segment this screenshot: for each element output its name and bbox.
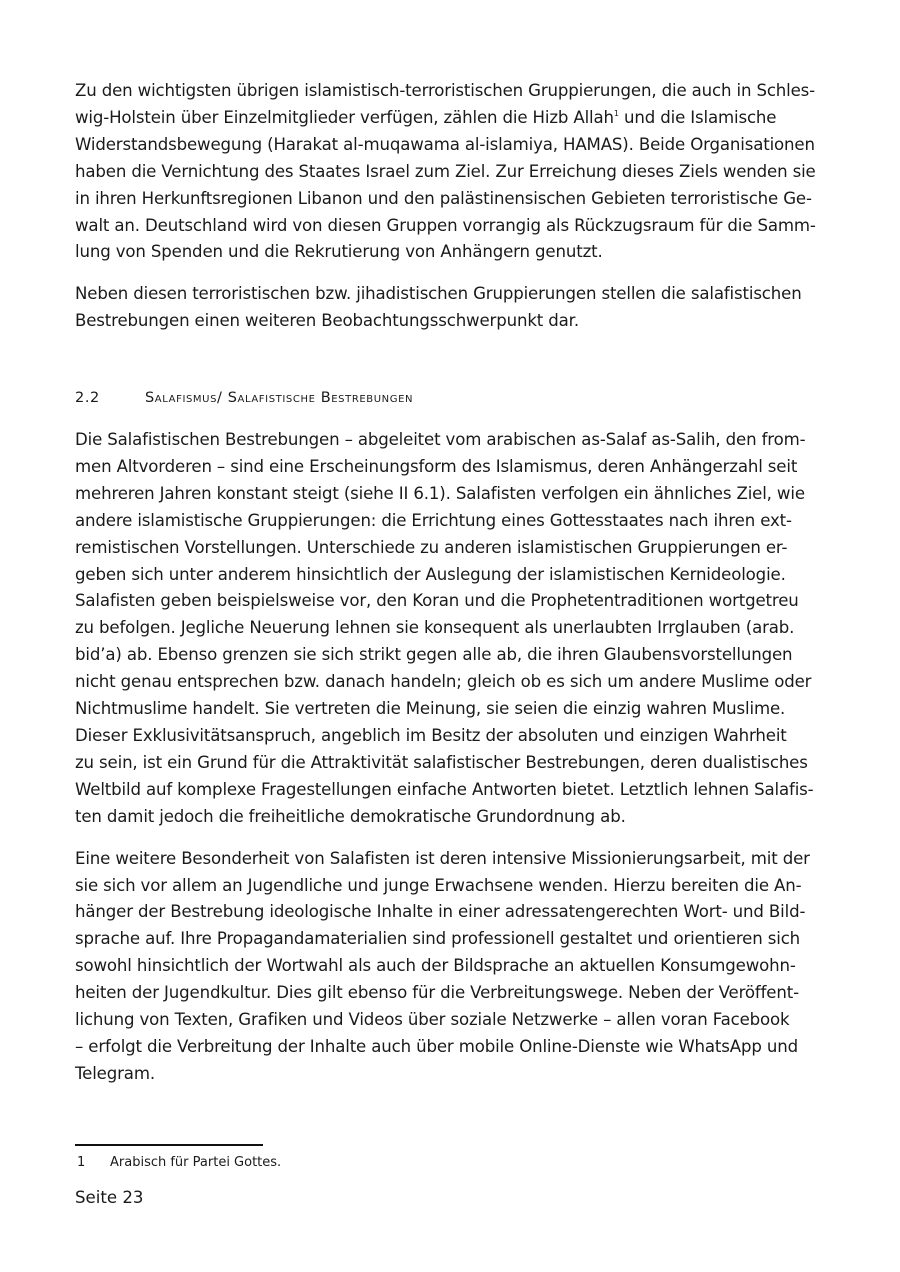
text-line: sie sich vor allem an Jugendliche und junge Erwachsene wenden. Hierzu bereiten die An- [75,875,802,895]
text-line: zu befolgen. Jegliche Neuerung lehnen sie konsequent als unerlaubten Irrglauben (arab. [75,618,795,638]
text-line: Salafisten geben beispielsweise vor, den Koran und die Prophetentraditionen wortgetreu [75,591,799,611]
section-paragraph-1 [75,427,825,831]
page-number: Seite 23 [75,1188,144,1207]
text-line: remistischen Vorstellungen. Unterschiede zu anderen islamistischen Gruppierungen er- [75,537,788,557]
text-line: mehreren Jahren konstant steigt (siehe II 6.1). Salafisten verfolgen ein ähnliches Ziel, wie [75,483,805,503]
text-fragment: wig-Holstein über Einzelmitglieder verfügen, zählen die Hizb Allah [75,107,614,127]
text-line: andere islamistische Gruppierungen: die Errichtung eines Gottesstaates nach ihren ext- [75,510,792,530]
text-line: haben die Vernichtung des Staates Israel zum Ziel. Zur Erreichung dieses Ziels wenden sie [75,161,816,181]
text-line: geben sich unter anderem hinsichtlich der Auslegung der islamistischen Kernideologie. [75,564,786,584]
text-line: lung von Spenden und die Rekrutierung von Anhängern genutzt. [75,242,603,262]
text-line: Dieser Exklusivitätsanspruch, angeblich im Besitz der absoluten und einzigen Wahrheit [75,725,787,745]
text-line: men Altvorderen – sind eine Erscheinungsform des Islamismus, deren Anhängerzahl seit [75,456,798,476]
paragraph-spacer [75,831,825,846]
text-line: Neben diesen terroristischen bzw. jihadistischen Gruppierungen stellen die salafistischen [75,284,802,304]
paragraph-spacer [75,266,825,281]
intro-block [75,78,825,335]
text-line: Nichtmuslime handelt. Sie vertreten die Meinung, sie seien die einzig wahren Muslime. [75,699,786,719]
text-line: ten damit jedoch die freiheitliche demokratische Grundordnung ab. [75,806,626,826]
footnote-reference[interactable]: 1 [613,108,619,118]
text-line: Die Salafistischen Bestrebungen – abgeleitet vom arabischen as-Salaf as-Salih, den from- [75,430,806,449]
text-line: hänger der Bestrebung ideologische Inhalte in einer adressatengerechten Wort- und Bild- [75,902,806,922]
text-line: sprache auf. Ihre Propagandamaterialien sind professionell gestaltet und orientieren sich [75,929,801,949]
text-line: Telegram. [75,1063,155,1083]
intro-paragraph-1 [75,78,825,266]
intro-paragraph-2 [75,281,825,335]
text-line [75,105,825,132]
section-title: Salafismus/ Salafistische Bestrebungen [145,390,414,406]
section-heading [75,390,825,414]
text-line: Zu den wichtigsten übrigen islamistisch-terroristischen Gruppierungen, die auch in Schles- [75,81,816,100]
text-line: nicht genau entsprechen bzw. danach handeln; gleich ob es sich um andere Muslime oder [75,672,812,692]
text-line: Eine weitere Besonderheit von Salafisten ist deren intensive Missionierungsarbeit, mit der [75,848,810,868]
footnote-number: 1 [77,1155,86,1170]
text-line: sowohl hinsichtlich der Wortwahl als auch der Bildsprache an aktuellen Konsumgewohn- [75,956,796,976]
text-line: walt an. Deutschland wird von diesen Gruppen vorrangig als Rückzugsraum für die Samm- [75,215,816,235]
section-paragraph-2 [75,846,825,1088]
text-fragment: und die Islamische [618,107,777,127]
text-line: zu sein, ist ein Grund für die Attraktivität salafistischer Bestrebungen, deren dualistisches [75,752,808,772]
text-line: lichung von Texten, Grafiken und Videos über soziale Netzwerke – allen voran Facebook [75,1010,790,1030]
footnote-text: Arabisch für Partei Gottes. [110,1155,282,1170]
text-line: bid’a) ab. Ebenso grenzen sie sich strikt gegen alle ab, die ihren Glaubensvorstellungen [75,645,793,665]
section-number: 2.2 [75,390,100,406]
text-line: in ihren Herkunftsregionen Libanon und den palästinensischen Gebieten terroristische Ge- [75,188,812,208]
text-line: Bestrebungen einen weiteren Beobachtungsschwerpunkt dar. [75,311,579,331]
text-line: Widerstandsbewegung (Harakat al-muqawama al-islamiya, HAMAS). Beide Organisationen [75,134,815,154]
text-line: Weltbild auf komplexe Fragestellungen einfache Antworten bietet. Letztlich lehnen Salafis- [75,779,814,799]
footnote-divider [75,1144,263,1146]
text-line: heiten der Jugendkultur. Dies gilt ebenso für die Verbreitungswege. Neben der Veröffent- [75,983,799,1003]
section-body [75,427,825,1088]
text-line: – erfolgt die Verbreitung der Inhalte auch über mobile Online-Dienste wie WhatsApp und [75,1036,798,1056]
